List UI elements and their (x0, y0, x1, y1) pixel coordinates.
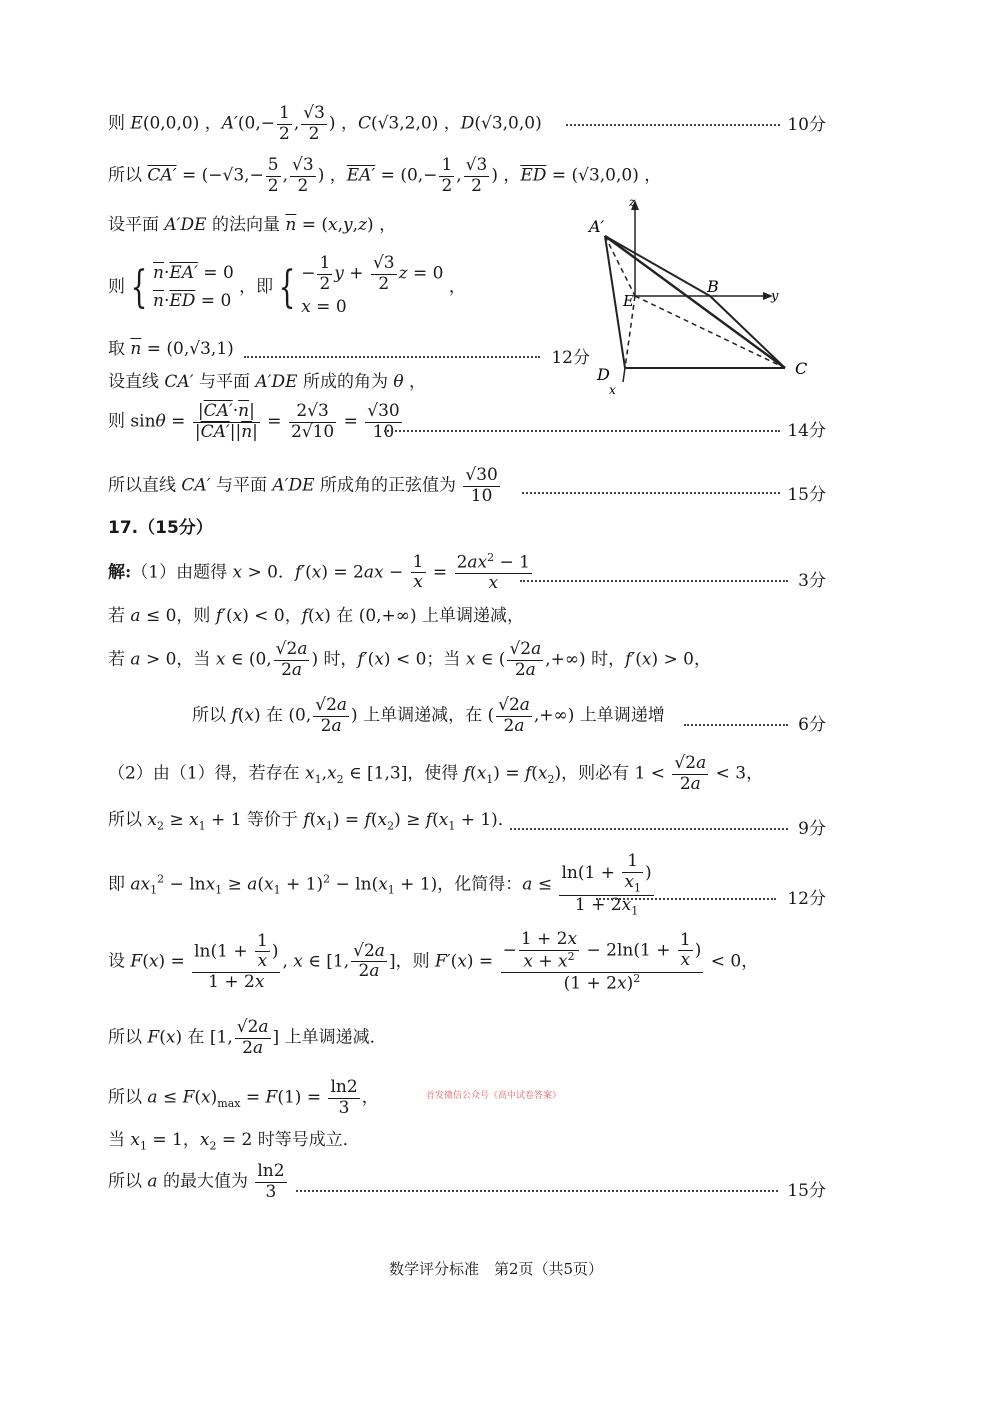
line-F-decreasing: 所以 F(x) 在 [1, $\frac{√2a}{2a}$ ] 上单调递减． (108, 1017, 387, 1058)
score-label: 12分 (787, 889, 826, 909)
leader-dots (244, 356, 540, 358)
label-B: B (707, 277, 719, 296)
score-label: 6分 (798, 715, 826, 735)
label-z: z (629, 196, 636, 209)
score-label: 12分 (551, 348, 590, 368)
score-label: 9分 (798, 819, 826, 839)
leader-dots (596, 898, 776, 900)
line-take-n: 取 $\overline{n} = (0,√3,1)$ (108, 339, 234, 359)
line-part2: （2）由（1）得，若存在 $x_1,x_2$ ∈ [1,3]，使得 $f(x_1) = f(x_2)$，则必有 1 < $\frac{√2a}{2a}$ < 3， (108, 753, 764, 794)
line-coordinates: 则 E(0,0,0) ，A′(0,− $\frac{1}{2}$ , $\frac{√3}{2}$ ) ，C(√3,2,0) ，D(√3,0,0) (108, 103, 542, 144)
label-x: x (609, 383, 616, 397)
label-C: C (795, 359, 808, 378)
line-define-F: 设 F(x) = ln(1 + $\frac{1}{x}$ ) 1 + 2x , x ∈ [1, $\frac{√2a}{2a}$ ]，则 F′(x) = − $\frac{1 + 2x}{x + x^2}$ − 2ln(1 + $\frac{1}{x}$ ) $(1 + 2x)^2$ < 0， (108, 929, 759, 994)
line-monotonicity: 所以 f(x) 在 (0, $\frac{√2a}{2a}$ ) 上单调递减，在 ( $\frac{√2a}{2a}$ ,+∞) 上单调递增 (192, 695, 665, 736)
watermark: 首发微信公众号《高中试卷答案》 (426, 1091, 562, 1101)
line-system: 则 { $\overline{n}\cdot EA' = 0$ $\overline{n}\cdot\overline{ED} = 0$ ，即 { − $\frac{1}{2}$ y + $\frac{√3}{2}$ z = 0 x = 0 ， (108, 253, 466, 318)
line-case-a-nonpositive: 若 a ≤ 0，则 f′(x) < 0，f(x) 在 (0,+∞) 上单调递减， (108, 606, 524, 626)
line-max-F: 所以 $a \le F(x)_{max} = F(1)$ = $\frac{\ln 2}{3}$ ， (108, 1077, 379, 1118)
line-sine-value: 所以直线 CA′ 与平面 A′DE 所成角的正弦值为 $\frac{√30}{10}$ (108, 465, 498, 506)
label-y: y (771, 289, 779, 304)
score-label: 10分 (787, 115, 826, 135)
line-angle: 设直线 CA′ 与平面 A′DE 所成的角为 θ ， (108, 372, 427, 392)
leader-dots (296, 1190, 778, 1192)
label-E: E (623, 292, 634, 310)
leader-dots (566, 124, 780, 126)
label-A: A′ (589, 217, 605, 236)
leader-dots (510, 828, 788, 830)
line-derivative: 解:（1）由题得 x > 0．f′(x) = 2ax − $\frac{1}{x}$ = $\frac{2ax^2 - 1}{x}$ (108, 551, 530, 594)
score-label: 15分 (787, 485, 826, 505)
x-axis (623, 368, 625, 382)
line-normal-vector: 设平面 A′DE 的法向量 $\overline{n} = (x,y,z)$ ， (108, 215, 397, 235)
label-D: D (597, 365, 610, 384)
line-sin: 则 sinθ = $\frac{|CA'\cdot\overline{n}|}{|CA'||\overline{n}|}$ = $\frac{2√3}{2√10}$ = $\frac{√30}{10}$ (108, 401, 400, 442)
edge-E-C-dashed (635, 296, 785, 368)
edge-B-C (710, 296, 785, 368)
score-label: 14分 (787, 421, 826, 441)
leader-dots (384, 430, 780, 432)
line-equality: 当 $x_1 = 1$，$x_2 = 2$ 时等号成立． (108, 1130, 360, 1153)
line-vectors: 所以 CA′ = (−√3,− $\frac{5}{2}$ , $\frac{√3}{2}$ ) ，EA′ = (0,− $\frac{1}{2}$ , $\frac{√3}{2}$ ) ，$\overline{ED} = (√3,0,0)$ ， (108, 155, 662, 196)
leader-dots (520, 580, 788, 582)
leader-dots (522, 492, 780, 494)
line-simplify: 即 $ax_1^2 - \ln x_1 \ge a(x_1 + 1)^2 - \ln(x_1 + 1)$，化简得：a ≤ ln(1 + $\frac{1}{x_1}$ ) $1 + 2x_1$ (108, 851, 652, 917)
line-equivalence: 所以 $x_2 \ge x_1 + 1$ 等价于 $f(x_1) = f(x_2) \ge f(x_1 + 1)$． (108, 810, 515, 833)
edge-A-B (605, 236, 710, 296)
question-number: 17.（15分） (108, 518, 213, 538)
line-conclusion: 所以 a 的最大值为 $\frac{\ln 2}{3}$ (108, 1161, 285, 1202)
geometry-figure (585, 196, 815, 406)
score-label: 15分 (787, 1181, 826, 1201)
leader-dots (684, 724, 788, 726)
page-footer: 数学评分标准 第2页（共5页） (388, 1260, 604, 1278)
score-label: 3分 (798, 571, 826, 591)
line-case-a-positive: 若 a > 0，当 x ∈ (0, $\frac{√2a}{2a}$ ) 时，f′(x) < 0；当 x ∈ ( $\frac{√2a}{2a}$ ,+∞) 时，f′(x) > 0， (108, 639, 711, 680)
